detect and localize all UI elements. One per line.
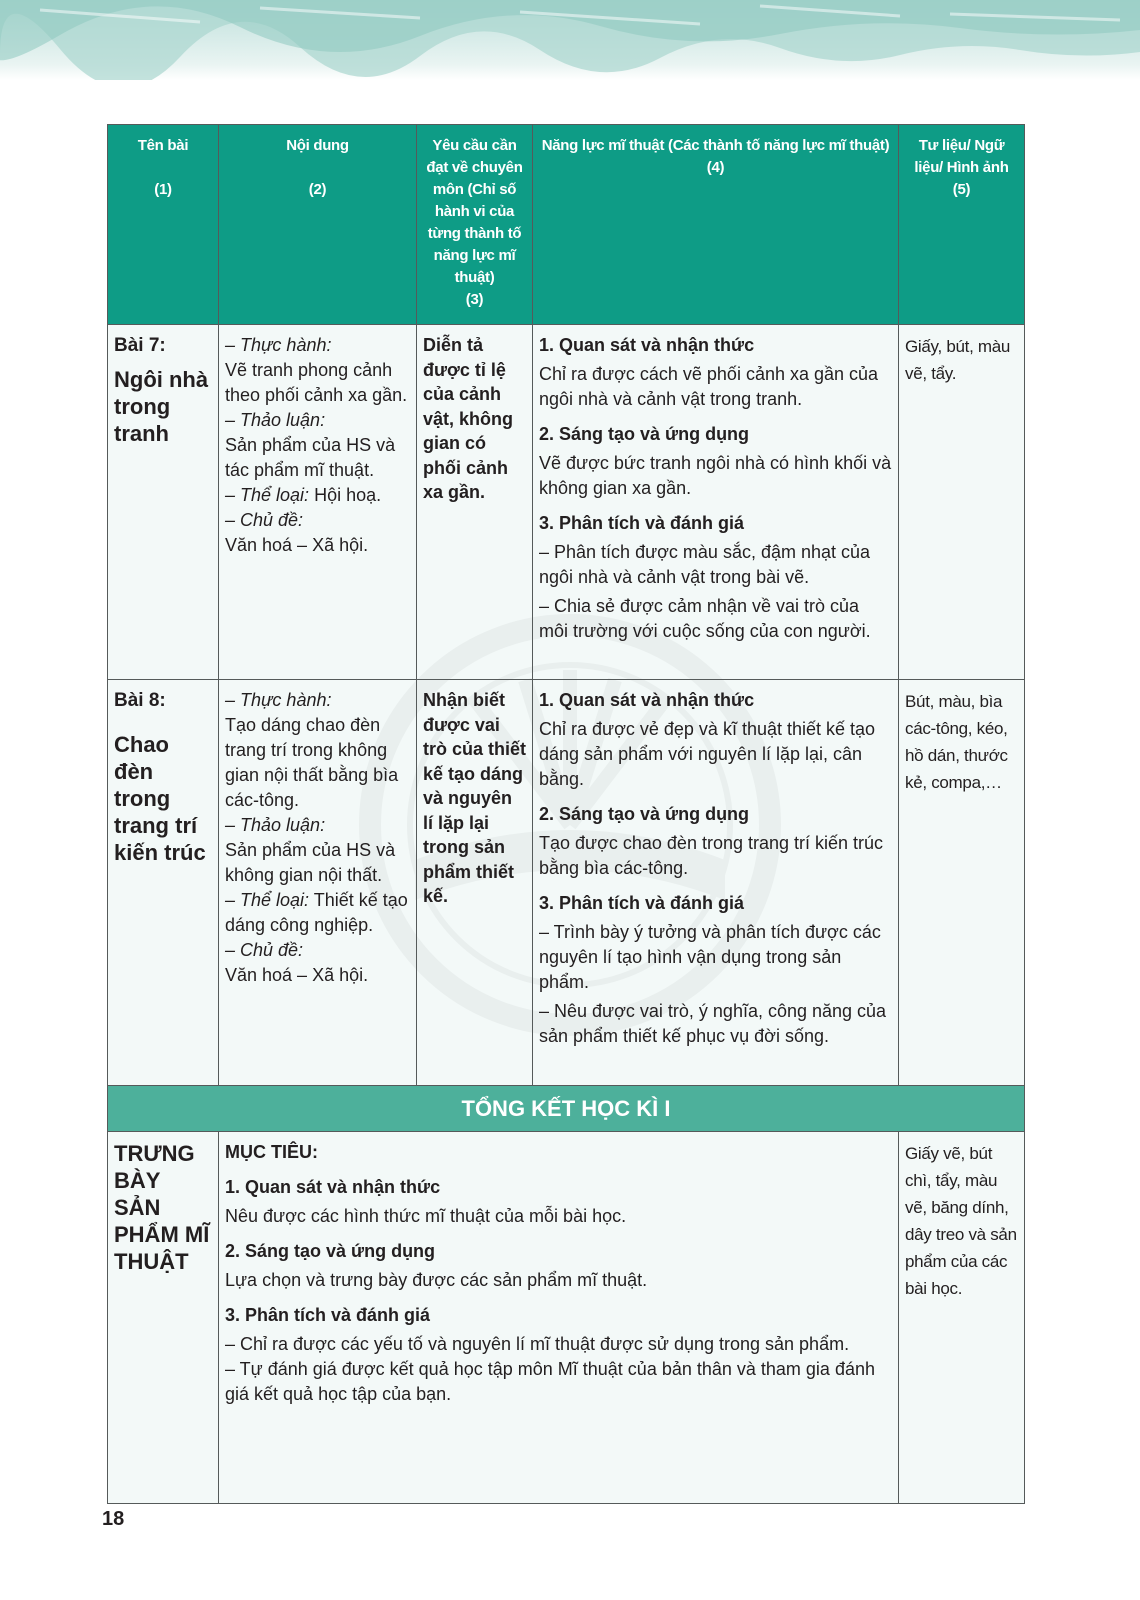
page-number: 18 — [102, 1508, 125, 1530]
competency-heading: 1. Quan sát và nhận thức — [225, 1177, 441, 1197]
competency-heading: 3. Phân tích và đánh giá — [539, 893, 745, 913]
topic-label: – Chủ đề: — [225, 940, 304, 960]
competency-heading: 1. Quan sát và nhận thức — [539, 690, 755, 710]
lesson-8-label: Bài 8: — [114, 690, 166, 711]
competency-item: – Nêu được vai trò, ý nghĩa, công năng của sản phẩm thiết kế phục vụ đời sống. — [539, 1001, 887, 1046]
discuss-text: Sản phẩm của HS và không gian nội thất. — [225, 840, 396, 885]
competency-item: – Trình bày ý tưởng và phân tích được các nguyên lí tạo hình vận dụng trong sản phẩm. — [539, 922, 881, 992]
lesson-8-materials-cell: Bút, màu, bìa các-tông, kéo, hồ dán, thước kẻ, compa,… — [899, 680, 1025, 1086]
genre-label: – Thể loại: — [225, 485, 310, 505]
competency-heading: 2. Sáng tạo và ứng dụng — [539, 804, 750, 824]
table-row-lesson-8 — [108, 680, 1025, 1086]
goals-label: MỤC TIÊU: — [225, 1142, 318, 1162]
header-cell-lesson-name: Tên bài (1) — [108, 125, 219, 325]
competency-text: Chỉ ra được cách vẽ phối cảnh xa gần của ngôi nhà và cảnh vật trong tranh. — [539, 364, 879, 409]
lesson-8-content-cell — [219, 680, 417, 1086]
competency-text: Vẽ được bức tranh ngôi nhà có hình khối và không gian xa gần. — [539, 453, 892, 498]
competency-item: – Tự đánh giá được kết quả học tập môn Mĩ thuật của bản thân và tham gia đánh giá kết quả học tập của bạn. — [225, 1359, 875, 1404]
decorative-top-band — [0, 0, 1140, 80]
lesson-7-materials-cell: Giấy, bút, màu vẽ, tẩy. — [899, 325, 1025, 680]
header-cell-content: Nội dung (2) — [219, 125, 417, 325]
brush-texture-graphic — [0, 0, 1140, 80]
exhibition-title: TRƯNG BÀY SẢN PHẨM MĨ THUẬT — [114, 1141, 210, 1274]
genre-label: – Thể loại: — [225, 890, 310, 910]
semester-summary-banner: TỔNG KẾT HỌC KÌ I — [108, 1086, 1025, 1132]
lesson-7-competency-cell — [533, 325, 899, 680]
discuss-text: Sản phẩm của HS và tác phẩm mĩ thuật. — [225, 435, 396, 480]
practice-text: Tạo dáng chao đèn trang trí trong không gian nội thất bằng bìa các-tông. — [225, 715, 399, 810]
competency-text: Lựa chọn và trưng bày được các sản phẩm mĩ thuật. — [225, 1270, 648, 1290]
competency-heading: 3. Phân tích và đánh giá — [225, 1305, 431, 1325]
genre-text: Thiết kế tạo dáng công nghiệp. — [225, 890, 408, 935]
header-cell-requirement: Yêu cầu cần đạt về chuyên môn (Chỉ số hành vi của từng thành tố năng lực mĩ thuật) (3) — [417, 125, 533, 325]
header-cell-competency: Năng lực mĩ thuật (Các thành tố năng lực mĩ thuật) (4) — [533, 125, 899, 325]
topic-text: Văn hoá – Xã hội. — [225, 965, 369, 985]
competency-heading: 2. Sáng tạo và ứng dụng — [225, 1241, 436, 1261]
exhibition-goals-cell — [219, 1132, 899, 1504]
exhibition-name-cell — [108, 1132, 219, 1504]
lesson-7-title: Ngôi nhà trong tranh — [114, 367, 209, 446]
table-header-row — [108, 125, 1025, 325]
competency-item: – Chia sẻ được cảm nhận về vai trò của môi trường với cuộc sống của con người. — [539, 596, 871, 641]
lesson-7-content-cell — [219, 325, 417, 680]
table-row-exhibition — [108, 1132, 1025, 1504]
lesson-7-name-cell — [108, 325, 219, 680]
lesson-plan-table — [107, 124, 1025, 1504]
practice-label: – Thực hành: — [225, 690, 332, 710]
discuss-label: – Thảo luận: — [225, 815, 326, 835]
competency-item: – Phân tích được màu sắc, đậm nhạt của ngôi nhà và cảnh vật trong bài vẽ. — [539, 542, 871, 587]
lesson-7-requirement-cell: Diễn tả được tỉ lệ của cảnh vật, không gian có phối cảnh xa gần. — [417, 325, 533, 680]
lesson-7-label: Bài 7: — [114, 335, 166, 356]
competency-text: Chỉ ra được vẻ đẹp và kĩ thuật thiết kế tạo dáng sản phẩm với nguyên lí lặp lại, cân bằng. — [539, 719, 876, 789]
discuss-label: – Thảo luận: — [225, 410, 326, 430]
lesson-8-title: Chao đèn trong trang trí kiến trúc — [114, 732, 206, 865]
header-cell-materials: Tư liệu/ Ngữ liệu/ Hình ảnh (5) — [899, 125, 1025, 325]
lesson-8-competency-cell — [533, 680, 899, 1086]
table-row-lesson-7 — [108, 325, 1025, 680]
lesson-8-name-cell — [108, 680, 219, 1086]
competency-heading: 3. Phân tích và đánh giá — [539, 513, 745, 533]
topic-label: – Chủ đề: — [225, 510, 304, 530]
practice-label: – Thực hành: — [225, 335, 332, 355]
competency-item: – Chỉ ra được các yếu tố và nguyên lí mĩ thuật được sử dụng trong sản phẩm. — [225, 1334, 850, 1354]
semester-summary-banner-row — [108, 1086, 1025, 1132]
competency-heading: 1. Quan sát và nhận thức — [539, 335, 755, 355]
competency-text: Nêu được các hình thức mĩ thuật của mỗi bài học. — [225, 1206, 627, 1226]
lesson-8-requirement-cell: Nhận biết được vai trò của thiết kế tạo dáng và nguyên lí lặp lại trong sản phẩm thiết kế. — [417, 680, 533, 1086]
topic-text: Văn hoá – Xã hội. — [225, 535, 369, 555]
genre-text: Hội hoạ. — [314, 485, 382, 505]
exhibition-materials-cell: Giấy vẽ, bút chì, tẩy, màu vẽ, băng dính, dây treo và sản phẩm của các bài học. — [899, 1132, 1025, 1504]
competency-text: Tạo được chao đèn trong trang trí kiến trúc bằng bìa các-tông. — [539, 833, 884, 878]
competency-heading: 2. Sáng tạo và ứng dụng — [539, 424, 750, 444]
practice-text: Vẽ tranh phong cảnh theo phối cảnh xa gần. — [225, 360, 408, 405]
